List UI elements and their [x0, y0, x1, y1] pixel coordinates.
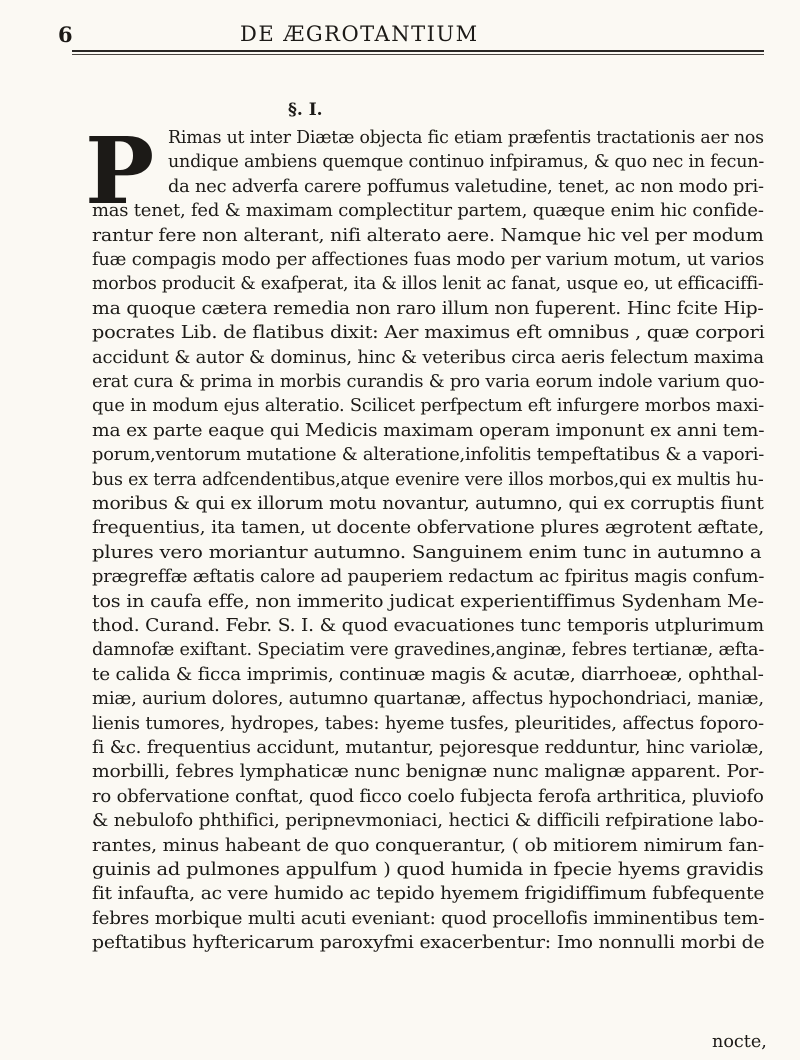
text-line: rantes, minus habeant de quo conquerantur, ( ob mitiorem nimirum fan-: [92, 835, 764, 856]
catchword: nocte,: [712, 1032, 767, 1052]
text-line: morbilli, febres lymphaticæ nunc benignæ nunc malignæ apparent. Por-: [92, 762, 765, 783]
text-line: rantur fere non alterant, nifi alterato aere. Namque hic vel per modum: [92, 225, 764, 246]
text-line: & nebulofo phthifici, peripnevmoniaci, hectici & difficili refpiratione labo-: [92, 811, 764, 832]
text-line: Rimas ut inter Diætæ objecta fic etiam præfentis tractationis aer nos: [168, 128, 764, 148]
text-line: peftatibus hyftericarum paroxyfmi exacerbentur: Imo nonnulli morbi de: [92, 933, 765, 954]
header-rule-thin: [72, 54, 764, 55]
text-line: plures vero moriantur autumno. Sanguinem enim tunc in autumno a: [92, 542, 762, 563]
header-rule: [72, 50, 764, 52]
text-line: ma quoque cætera remedia non raro illum non fuperent. Hinc fcite Hip-: [92, 298, 764, 319]
text-line: prægreffæ æftatis calore ad pauperiem redactum ac fpiritus magis confum-: [92, 567, 765, 588]
text-line: miæ, aurium dolores, autumno quartanæ, affectus hypochondriaci, maniæ,: [92, 689, 764, 710]
text-line: te calida & ficca imprimis, continuæ magis & acutæ, diarrhoeæ, ophthal-: [92, 664, 764, 685]
text-line: moribus & qui ex illorum motu novantur, autumno, qui ex corruptis fiunt: [92, 494, 764, 514]
text-line: damnofæ exiftant. Speciatim vere gravedines,anginæ, febres tertianæ, æfta-: [92, 640, 765, 661]
text-line: bus ex terra adfcendentibus,atque evenire vere illos morbos,qui ex multis hu-: [92, 469, 764, 490]
text-line: porum,ventorum mutatione & alteratione,infolitis tempeftatibus & a vapori-: [92, 445, 765, 466]
text-line: pocrates Lib. de flatibus dixit: Aer maximus eft omnibus , quæ corpori: [92, 323, 765, 344]
text-line: tos in caufa effe, non immerito judicat experientiffimus Sydenham Me-: [92, 591, 764, 612]
text-line: fit infaufta, ac vere humido ac tepido hyemem frigidiffimum fubfequente: [92, 884, 765, 905]
text-line: que in modum ejus alteratio. Scilicet perfpectum eft infurgere morbos maxi-: [92, 396, 765, 417]
drop-cap: P: [85, 117, 155, 225]
section-mark: §. I.: [288, 100, 323, 120]
text-line: ro obfervatione conftat, quod ficco coelo fubjecta ferofa arthritica, pluviofo: [92, 786, 764, 807]
text-line: da nec adverfa carere poffumus valetudine, tenet, ac non modo pri-: [168, 176, 764, 197]
text-line: erat cura & prima in morbis curandis & pro varia eorum indole varium quo-: [92, 372, 765, 392]
text-line: thod. Curand. Febr. S. I. & quod evacuationes tunc temporis utplurimum: [92, 616, 764, 636]
text-line: febres morbique multi acuti eveniant: quod procellofis imminentibus tem-: [92, 908, 765, 929]
text-line: lienis tumores, hydropes, tabes: hyeme tusfes, pleuritides, affectus foporo-: [92, 713, 764, 734]
text-line: accidunt & autor & dominus, hinc & veteribus circa aeris felectum maxima: [92, 347, 764, 368]
running-title: DE ÆGROTANTIUM: [240, 22, 479, 46]
text-line: ma ex parte eaque qui Medicis maximam operam imponunt ex anni tem-: [92, 420, 765, 441]
text-line: fi &c. frequentius accidunt, mutantur, pejoresque redduntur, hinc variolæ,: [92, 738, 764, 758]
text-line: frequentius, ita tamen, ut docente obfervatione plures ægrotent æftate,: [92, 518, 765, 539]
text-line: fuæ compagis modo per affectiones fuas modo per varium motum, ut varios: [92, 250, 765, 270]
text-line: undique ambiens quemque continuo infpiramus, & quo nec in fecun-: [168, 152, 765, 173]
text-line: mas tenet, fed & maximam complectitur partem, quæque enim hic confide-: [92, 201, 764, 222]
text-line: guinis ad pulmones appulfum ) quod humida in fpecie hyems gravidis: [92, 860, 764, 880]
text-line: morbos producit & exafperat, ita & illos lenit ac fanat, usque eo, ut efficaciffi-: [92, 274, 764, 295]
page-number: 6: [58, 22, 73, 47]
